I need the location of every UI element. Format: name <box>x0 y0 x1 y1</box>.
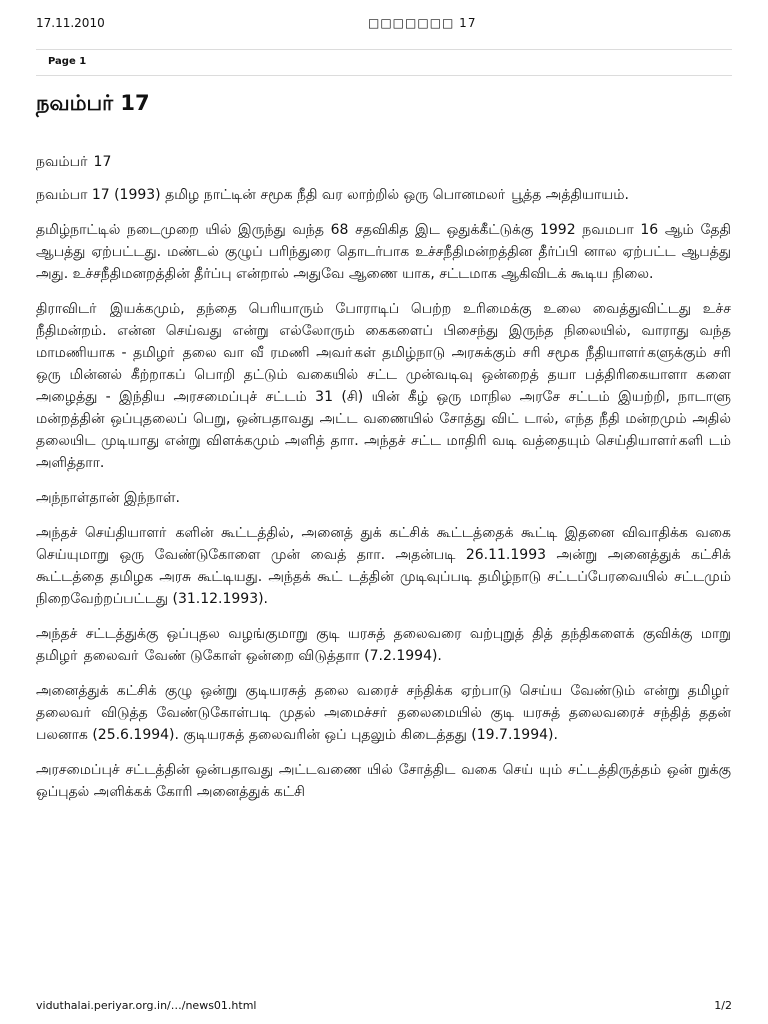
article-subheading: நவம்பா் 17 <box>36 154 112 170</box>
article-paragraph: நவம்பா 17 (1993) தமிழ நாட்டின் சமூக நீதி வர லாற்றில் ஒரு பொனமலா் பூத்த அத்தியாயம். <box>36 187 629 203</box>
article-paragraph: தமிழ்நாட்டில் நடைமுறை யில் இருந்து வந்த 68 சதவிகித இட ஒதுக்கீட்டுக்கு 1992 நவமபா 16 ஆம் தேதி ஆபத்து ஏற்பட்டது. மண்டல் குழுப் பரிந்துரை தொடர்பாக உச்சநீதிமன்றத்தின தீர்ப்பி னால ஏற்பட்ட ஆபத்து அது. உச்சநீதிமனறத்தின் தீர்ப்பு என்றால் அதுவே ஆணை யாக, சட்டமாக ஆகிவிடக் கூடிய நிலை. <box>36 222 731 282</box>
page-label-divider <box>36 75 732 76</box>
header-divider <box>36 49 732 50</box>
print-title: □□□□□□□ 17 <box>368 16 477 30</box>
source-url: viduthalai.periyar.org.in/…/news01.html <box>36 999 257 1012</box>
article-heading: நவம்பர் 17 <box>36 91 150 115</box>
page-number: 1/2 <box>714 999 732 1012</box>
print-header <box>36 10 732 38</box>
page-label: Page 1 <box>48 56 87 67</box>
article-paragraph: அந்நாள்தான் இந்நாள். <box>36 490 180 506</box>
article <box>36 88 731 816</box>
article-paragraph: அரசமைப்புச் சட்டத்தின் ஒன்பதாவது அட்டவணை யில் சோத்திட வகை செய் யும் சட்டத்திருத்தம் ஒன் றுக்கு ஒப்புதல் அளிக்கக் கோரி அனைத்துக் கட்சி <box>36 762 731 800</box>
print-date: 17.11.2010 <box>36 16 105 30</box>
article-paragraph: அந்தச் செய்தியாளா் களின் கூட்டத்தில், அனைத் துக் கட்சிக் கூட்டத்தைக் கூட்டி இதனை விவாதிக்க வகை செய்யுமாறு ஒரு வேண்டுகோளை முன் வைத் தாா. அதன்படி 26.11.1993 அன்று அனைத்துக் கட்சிக் கூட்டத்தை தமிழக அரசு கூட்டியது. அந்தக் கூட் டத்தின் முடிவுப்படி தமிழ்நாடு சட்டப்பேரவையில் சட்டமும் நிறைவேற்றப்பட்டது (31.12.1993). <box>36 525 731 607</box>
article-paragraph: திராவிடா் இயக்கமும், தந்தை பெரியாரும் போராடிப் பெற்ற உரிமைக்கு உலை வைத்துவிட்டது உச்ச நீதிமன்றம். என்ன செய்வது என்று எல்லோரும் கைகளைப் பிசைந்து இருந்த நிலையில், வாராது வந்த மாமணியாக - தமிழா் தலை வா வீ ரமணி அவா்கள் தமிழ்நாடு அரசுக்கும் சரி சமூக நீதியாளா்களுக்கும் சரி ஒரு மின்னல் கீற்றாகப் பொறி தட்டும் வகையில் சட்ட முன்வடிவு ஒன்றைத் தயா பத்திரிகையாளா களை அழைத்து - இந்திய அரசமைப்புச் சட்டம் 31 (சி) யின் கீழ் ஒரு மாநில அரசே சட்டம் இயற்றி, நாடாளு மன்றத்தின் ஒப்புதலைப் பெறு, ஒன்பதாவது அட்ட வணையில் சோத்து விட் டால், எந்த நீதி மன்றமும் அதில் தலையிட முடியாது என்று விளக்கமும் அளித் தாா. அந்தச் சட்ட மாதிரி வடி வத்தையும் செய்தியாளா்களி டம் அளித்தாா. <box>36 301 731 471</box>
article-paragraph: அந்தச் சட்டத்துக்கு ஒப்புதல வழங்குமாறு குடி யரசுத் தலைவரை வற்புறுத் தித் தந்திகளைக் குவிக்கு மாறு தமிழா் தலைவா் வேண் டுகோள் ஒன்றை விடுத்தாா (7.2.1994). <box>36 626 731 664</box>
article-paragraph: அனைத்துக் கட்சிக் குழு ஒன்று குடியரசுத் தலை வரைச் சந்திக்க ஏற்பாடு செய்ய வேண்டும் என்று தமிழா் தலைவா் விடுத்த வேண்டுகோள்படி முதல் அமைச்சா் தலைமையில் குடி யரசுத் தலைவரைச் சந்தித் ததன் பலனாக (25.6.1994). குடியரசுத் தலைவரின் ஒப் புதலும் கிடைத்தது (19.7.1994). <box>36 683 731 743</box>
